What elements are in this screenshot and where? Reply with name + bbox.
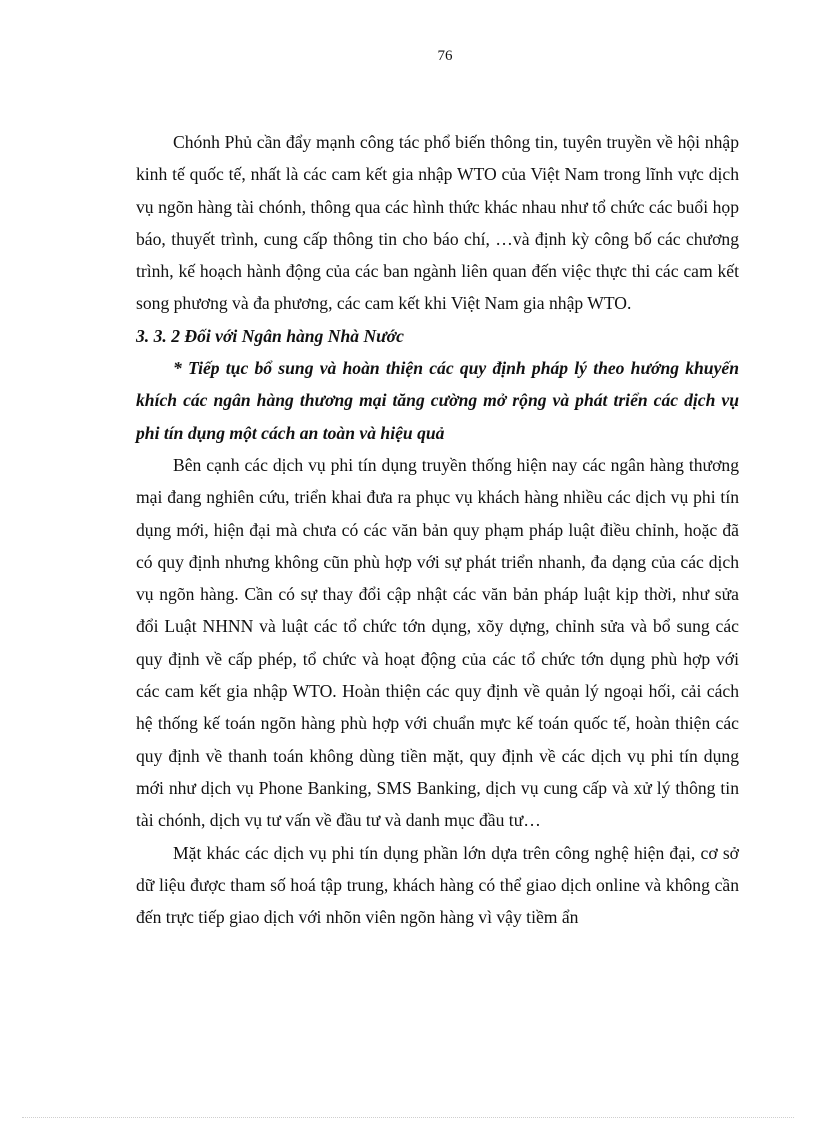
paragraph-intro: Chónh Phủ cần đẩy mạnh công tác phổ biến thông tin, tuyên truyền về hội nhập kinh tế quốc tế, nhất là các cam kết gia nhập WTO của Việt Nam trong lĩnh vực dịch vụ ngõn hàng tài chónh, thông qua các hình thức khác nhau như tổ chức các buổi họp báo, thuyết trình, cung cấp thông tin cho báo chí, …và định kỳ công bố các chương trình, kế hoạch hành động của các ban ngành liên quan đến việc thực thi các cam kết song phương và đa phương, các cam kết khi Việt Nam gia nhập WTO. — [136, 132, 739, 314]
section-heading: 3. 3. 2 Đối với Ngân hàng Nhà Nước — [136, 325, 404, 346]
paragraph-legal-framework: Bên cạnh các dịch vụ phi tín dụng truyền thống hiện nay các ngân hàng thương mại đang nghiên cứu, triển khai đưa ra phục vụ khách hàng nhiều các dịch vụ phi tín dụng mới, hiện đại mà chưa có các văn bản quy phạm pháp luật điều chỉnh, hoặc đã có quy định nhưng không cũn phù hợp với sự phát triển nhanh, đa dạng của các dịch vụ ngõn hàng. Cần có sự thay đổi cập nhật các văn bản pháp luật kịp thời, như sửa đổi Luật NHNN và luật các tổ chức tớn dụng, xõy dựng, chỉnh sửa và bổ sung các quy định về cấp phép, tổ chức và hoạt động của các tổ chức tớn dụng phù hợp với các cam kết gia nhập WTO. Hoàn thiện các quy định về quản lý ngoại hối, cải cách hệ thống kế toán ngõn hàng phù hợp với chuẩn mực kế toán quốc tế, hoàn thiện các quy định về thanh toán không dùng tiền mặt, quy định về các dịch vụ phi tín dụng mới như dịch vụ Phone Banking, SMS Banking, dịch vụ cung cấp và xử lý thông tin tài chónh, dịch vụ tư vấn về đầu tư và danh mục đầu tư… — [136, 454, 739, 831]
page-bottom-divider — [22, 1117, 794, 1118]
paragraph-technology: Mặt khác các dịch vụ phi tín dụng phần lớn dựa trên công nghệ hiện đại, cơ sở dữ liệu được tham số hoá tập trung, khách hàng có thể giao dịch online và không cần đến trực tiếp giao dịch với nhõn viên ngõn hàng vì vậy tiềm ẩn — [136, 842, 739, 928]
document-body — [136, 126, 739, 933]
subsection-heading: * Tiếp tục bổ sung và hoàn thiện các quy định pháp lý theo hướng khuyến khích các ngân hàng thương mại tăng cường mở rộng và phát triển các dịch vụ phi tín dụng một cách an toàn và hiệu quả — [136, 358, 739, 443]
page-number: 76 — [437, 48, 453, 64]
